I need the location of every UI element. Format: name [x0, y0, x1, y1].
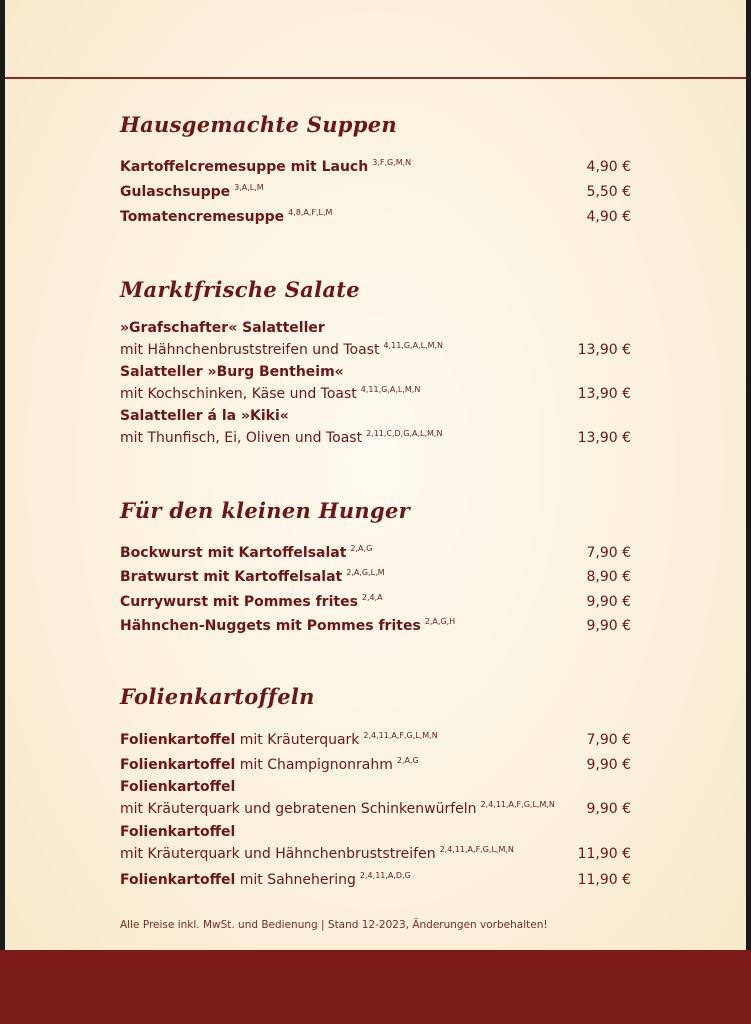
item-name: Bratwurst mit Kartoffelsalat: [120, 569, 343, 585]
item-price: 11,90 €: [577, 872, 631, 888]
page-edge-left: [0, 0, 5, 950]
item-price: 4,90 €: [586, 159, 631, 175]
item-allergens: 2,A,G: [350, 544, 373, 553]
menu-item: [120, 179, 631, 201]
item-name: Kartoffelcremesuppe mit Lauch: [120, 159, 369, 175]
item-name: Tomatencremesuppe: [120, 209, 285, 225]
item-description: mit Hähnchenbruststreifen und Toast: [120, 342, 380, 358]
section-title-salate: Marktfrische Salate: [120, 277, 360, 302]
menu-item: [120, 867, 631, 889]
menu-item: [120, 204, 631, 226]
item-allergens: 2,4,11,A,F,G,L,M,N: [363, 731, 438, 740]
item-name: Bockwurst mit Kartoffelsalat: [120, 545, 347, 561]
menu-item: [120, 613, 631, 635]
item-addition: mit Champignonrahm: [239, 757, 393, 773]
item-price: 9,90 €: [586, 594, 631, 610]
menu-item: [120, 540, 631, 562]
menu-item: [120, 407, 631, 447]
item-price: 13,90 €: [577, 342, 631, 358]
item-addition: mit Kräuterquark: [239, 732, 360, 748]
item-name: Gulaschsuppe: [120, 184, 231, 200]
item-price: 13,90 €: [577, 430, 631, 446]
menu-item: [120, 727, 631, 749]
menu-item: [120, 752, 631, 774]
item-allergens: 2,4,A: [361, 593, 383, 602]
item-name: Currywurst mit Pommes frites: [120, 594, 358, 610]
item-description: mit Kräuterquark und Hähnchenbruststreifen: [120, 846, 436, 862]
item-allergens: 3,A,L,M: [234, 183, 264, 192]
item-allergens: 2,4,11,A,F,G,L,M,N: [480, 800, 555, 809]
item-price: 9,90 €: [586, 801, 631, 817]
item-name: Folienkartoffel: [120, 872, 236, 888]
footer-note: Alle Preise inkl. MwSt. und Bedienung | Stand 12-2023, Änderungen vorbehalten!: [120, 919, 548, 931]
item-name: Folienkartoffel: [120, 757, 236, 773]
item-price: 9,90 €: [586, 757, 631, 773]
item-price: 11,90 €: [577, 846, 631, 862]
item-allergens: 4,11,G,A,L,M,N: [383, 341, 444, 350]
menu-item: [120, 154, 631, 176]
item-name: Salatteller »Burg Bentheim«: [120, 364, 344, 380]
item-description: mit Thunfisch, Ei, Oliven und Toast: [120, 430, 363, 446]
item-price: 7,90 €: [586, 545, 631, 561]
item-allergens: 2,11,C,D,G,A,L,M,N: [366, 429, 443, 438]
item-price: 4,90 €: [586, 209, 631, 225]
item-allergens: 4,8,A,F,L,M: [288, 208, 333, 217]
item-name: »Grafschafter« Salatteller: [120, 320, 325, 336]
menu-item: [120, 319, 631, 359]
menu-item: [120, 823, 631, 863]
item-price: 7,90 €: [586, 732, 631, 748]
item-allergens: 2,4,11,A,D,G: [359, 871, 411, 880]
menu-item: [120, 589, 631, 611]
item-allergens: 3,F,G,M,N: [372, 158, 412, 167]
item-addition: mit Sahnehering: [239, 872, 356, 888]
item-name: Hähnchen-Nuggets mit Pommes frites: [120, 618, 421, 634]
item-price: 5,50 €: [586, 184, 631, 200]
section-title-suppen: Hausgemachte Suppen: [120, 112, 397, 137]
section-title-kleiner-hunger: Für den kleinen Hunger: [120, 498, 410, 523]
item-allergens: 2,A,G,L,M: [346, 568, 385, 577]
item-allergens: 2,A,G: [396, 756, 419, 765]
item-description: mit Kräuterquark und gebratenen Schinkenwürfeln: [120, 801, 477, 817]
item-name: Folienkartoffel: [120, 779, 236, 795]
page-edge-right: [746, 0, 751, 950]
item-price: 8,90 €: [586, 569, 631, 585]
menu-item: [120, 564, 631, 586]
item-name: Folienkartoffel: [120, 824, 236, 840]
item-allergens: 4,11,G,A,L,M,N: [360, 385, 421, 394]
item-allergens: 2,4,11,A,F,G,L,M,N: [439, 845, 514, 854]
item-name: Salatteller á la »Kiki«: [120, 408, 289, 424]
item-allergens: 2,A,G,H: [424, 617, 456, 626]
item-price: 13,90 €: [577, 386, 631, 402]
header-rule: [5, 77, 746, 79]
item-name: Folienkartoffel: [120, 732, 236, 748]
section-title-folienkartoffeln: Folienkartoffeln: [120, 684, 315, 709]
footer-band: [0, 950, 751, 1024]
menu-item: [120, 778, 631, 818]
menu-item: [120, 363, 631, 403]
item-price: 9,90 €: [586, 618, 631, 634]
item-description: mit Kochschinken, Käse und Toast: [120, 386, 357, 402]
